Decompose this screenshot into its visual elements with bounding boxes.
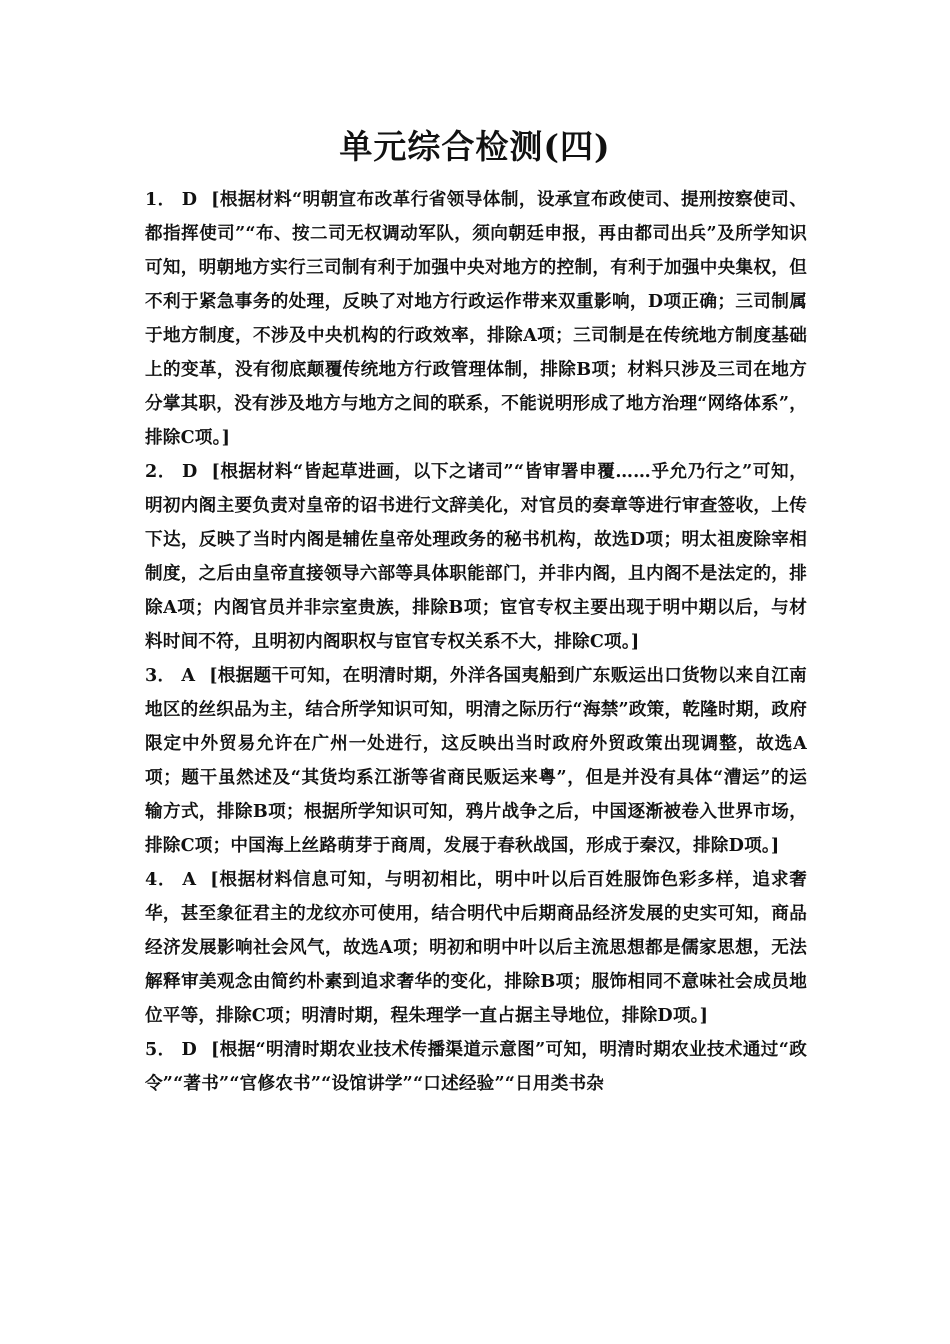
answer-explanation: [根据材料“明朝宣布改革行省领导体制，设承宣布政使司、提刑按察使司、都指挥使司”“布、按二司无权调动军队，须向朝廷申报，再由都司出兵”及所学知识可知，明朝地方实行三司制有利于加强中央对地方的控制，有利于加强中央集权，但不利于紧急事务的处理，反映了对地方行政运作带来双重影响，D项正确；三司制属于地方制度，不涉及中央机构的行政效率，排除A项；三司制是在传统地方制度基础上的变革，没有彻底颠覆传统地方行政管理体制，排除B项；材料只涉及三司在地方分掌其职，没有涉及地方与地方之间的联系，不能说明形成了地方治理“网络体系”，排除C项。] <box>145 189 807 448</box>
answer-choice: A <box>181 665 196 686</box>
answer-item-4 <box>145 863 807 1033</box>
answer-choice: A <box>182 869 197 890</box>
answer-number: 4． <box>145 869 177 890</box>
answer-number: 2． <box>145 461 176 482</box>
answer-explanation: [根据材料“皆起草进画，以下之诸司”“皆审署申覆……乎允乃行之”可知，明初内阁主要负责对皇帝的诏书进行文辞美化，对官员的奏章等进行审查签收，上传下达，反映了当时内阁是辅佐皇帝处理政务的秘书机构，故选D项；明太祖废除宰相制度，之后由皇帝直接领导六部等具体职能部门，并非内阁，且内阁不是法定的，排除A项；内阁官员并非宗室贵族，排除B项；宦官专权主要出现于明中期以后，与材料时间不符，且明初内阁职权与宦官专权关系不大，排除C项。] <box>145 461 807 652</box>
answer-explanation: [根据题干可知，在明清时期，外洋各国夷船到广东贩运出口货物以来自江南地区的丝织品为主，结合所学知识可知，明清之际历行“海禁”政策，乾隆时期，政府限定中外贸易允许在广州一处进行，这反映出当时政府外贸政策出现调整，故选A项；题干虽然述及“其货均系江浙等省商民贩运来粤”，但是并没有具体“漕运”的运输方式，排除B项；根据所学知识可知，鸦片战争之后，中国逐渐被卷入世界市场，排除C项；中国海上丝路萌芽于商周，发展于春秋战国，形成于秦汉，排除D项。] <box>145 665 807 856</box>
answer-number: 5． <box>145 1039 176 1060</box>
answer-number: 3． <box>145 665 176 686</box>
answer-number: 1． <box>145 189 176 210</box>
answer-choice: D <box>181 189 198 210</box>
answer-choice: D <box>181 1039 197 1060</box>
answer-explanation: [根据材料信息可知，与明初相比，明中叶以后百姓服饰色彩多样，追求奢华，甚至象征君主的龙纹亦可使用，结合明代中后期商品经济发展的史实可知，商品经济发展影响社会风气，故选A项；明初和明中叶以后主流思想都是儒家思想，无法解释审美观念由简约朴素到追求奢华的变化，排除B项；服饰相同不意味社会成员地位平等，排除C项；明清时期，程朱理学一直占据主导地位，排除D项。] <box>145 869 807 1026</box>
answer-list <box>145 183 807 1101</box>
answer-item-2 <box>145 455 807 659</box>
answer-item-3 <box>145 659 807 863</box>
answer-choice: D <box>181 461 198 482</box>
page-title: 单元综合检测(四) <box>339 127 611 166</box>
answer-explanation: [根据“明清时期农业技术传播渠道示意图”可知，明清时期农业技术通过“政令”“著书”“官修农书”“设馆讲学”“口述经验”“日用类书杂 <box>145 1039 807 1094</box>
answer-item-1 <box>145 183 807 455</box>
answer-item-5 <box>145 1033 807 1101</box>
